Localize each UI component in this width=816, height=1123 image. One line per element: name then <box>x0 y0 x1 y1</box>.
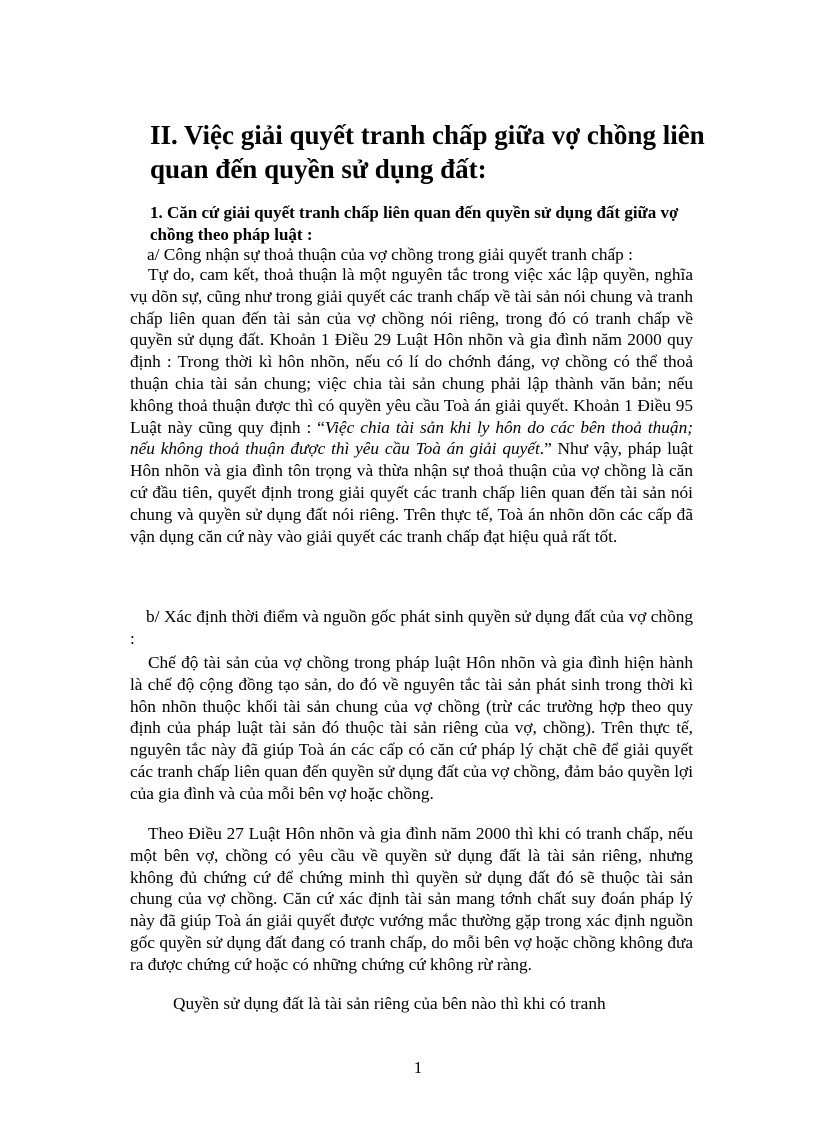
section-b-paragraph-3: Quyền sử dụng đất là tài sản riêng của bên nào thì khi có tranh <box>173 994 606 1013</box>
section-a-quote: Việc chia tài sản khi ly hôn do các bên thoả thuận; nếu không thoả thuận được thì yêu cầu Toà án giải quyết <box>130 417 693 459</box>
section-a-text-2: .” Như vậy, pháp luật Hôn nhõn và gia đình tôn trọng và thừa nhận sự thoả thuận của vợ chồng là căn cứ đầu tiên, quyết định trong giải quyết các tranh chấp liên quan đến tài sản nói chung và quyền sử dụng đất nói riêng. Trên thực tế, Toà án nhõn dõn các cấp đã vận dụng căn cứ này vào giải quyết các tranh chấp đạt hiệu quả rất tốt. <box>130 439 693 546</box>
section-a-heading: a/ Công nhận sự thoả thuận của vợ chồng trong giải quyết tranh chấp : <box>147 245 633 264</box>
section-1-heading: 1. Căn cứ giải quyết tranh chấp liên quan đến quyền sử dụng đất giữa vợ chồng theo pháp luật : <box>150 203 679 244</box>
section-b-heading: b/ Xác định thời điểm và nguồn gốc phát sinh quyền sử dụng đất của vợ chồng : <box>130 607 693 648</box>
section-b-paragraph-1: Chế độ tài sản của vợ chồng trong pháp luật Hôn nhõn và gia đình hiện hành là chế độ cộng đồng tạo sản, do đó về nguyên tắc tài sản phát sinh trong thời kì hôn nhõn thuộc khối tài sản chung của vợ chồng (trừ các trường hợp theo quy định của pháp luật tài sản đó thuộc tài sản riêng của vợ, chồng). Trên thực tế, nguyên tắc này đã giúp Toà án các cấp có căn cứ pháp lý chặt chẽ để giải quyết các tranh chấp liên quan đến quyền sử dụng đất của vợ chồng, đảm bảo quyền lợi của gia đình và của mỗi bên vợ hoặc chồng. <box>130 653 693 803</box>
section-a-text-1: Tự do, cam kết, thoả thuận là một nguyên tắc trong việc xác lập quyền, nghĩa vụ dõn sự, cũng như trong giải quyết các tranh chấp về tài sản nói chung và tranh chấp liên quan đến tài sản của vợ chồng nói riêng, trong đó có tranh chấp về quyền sử dụng đất. Khoản 1 Điều 29 Luật Hôn nhõn và gia đình năm 2000 quy định : Trong thời kì hôn nhõn, nếu có lí do chớnh đáng, vợ chồng có thể thoả thuận chia tài sản chung; việc chia tài sản chung phải lập thành văn bản; nếu không thoả thuận được thì có quyền yêu cầu Toà án giải quyết. Khoản 1 Điều 95 Luật này cũng quy định : “ <box>130 265 693 437</box>
page-number: 1 <box>413 1058 423 1077</box>
section-a-paragraph <box>130 264 693 547</box>
page-title: II. Việc giải quyết tranh chấp giữa vợ chồng liên quan đến quyền sử dụng đất: <box>150 120 705 184</box>
section-b-paragraph-2: Theo Điều 27 Luật Hôn nhõn và gia đình năm 2000 thì khi có tranh chấp, nếu một bên vợ, chồng có yêu cầu về quyền sử dụng đất là tài sản riêng, nhưng không đủ chứng cứ để chứng minh thì quyền sử dụng đất đó sẽ thuộc tài sản chung của vợ chồng. Căn cứ xác định tài sản mang tớnh chất suy đoán pháp lý này đã giúp Toà án giải quyết được vướng mắc thường gặp trong xác định nguồn gốc quyền sử dụng đất đang có tranh chấp, do mỗi bên vợ hoặc chồng không đưa ra được chứng cứ hoặc có những chứng cứ không rừ ràng. <box>130 824 693 974</box>
